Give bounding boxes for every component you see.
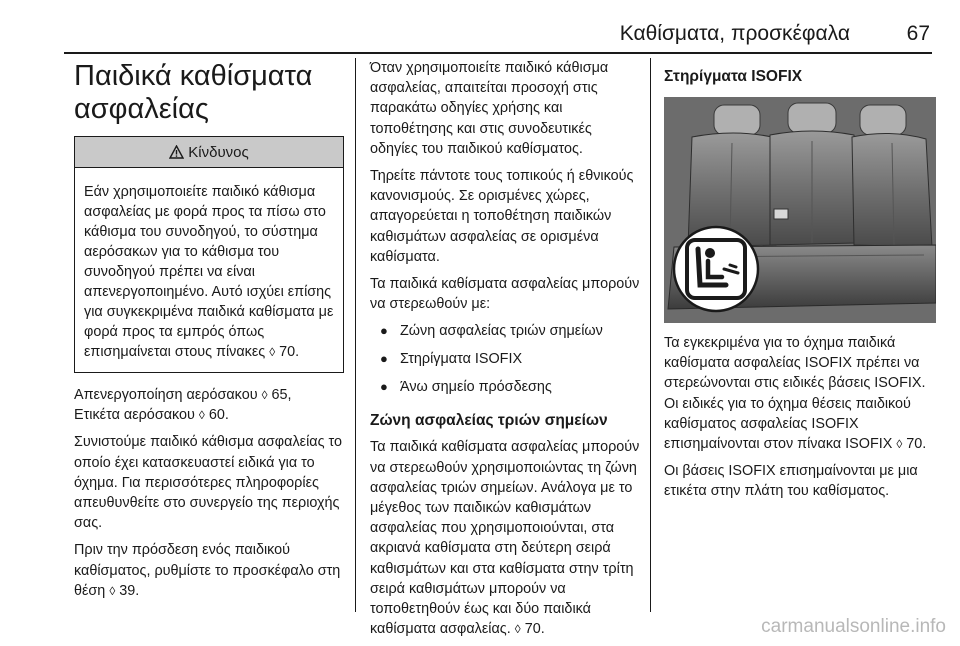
seat-drawing xyxy=(664,97,936,323)
page-ref[interactable]: 70. xyxy=(906,436,927,453)
list-item: ● Άνω σημείο πρόσδεσης xyxy=(370,377,640,397)
page-title: Παιδικά καθίσματα ασφαλείας xyxy=(74,60,313,125)
column-right xyxy=(664,58,936,509)
column-left xyxy=(74,58,344,608)
paragraph: Τα εγκεκριμένα για το όχημα παιδικά καθίσματα ασφαλείας ISOFIX πρέπει να στερεώνονται στις ειδικές βάσεις ISOFIX. Οι ειδικές για το όχημα θέσεις παιδικού καθίσματος ασφαλείας ISOFIX επισημαίνονται στον πίνακα ISOFIX ◊ 70. xyxy=(664,335,927,453)
page-number: 67 xyxy=(906,22,930,45)
page-ref[interactable]: 65, xyxy=(271,387,292,403)
paragraph: Όταν χρησιμοποιείτε παιδικό κάθισμα ασφαλείας, απαιτείται προσοχή στις παρακάτω οδηγίες χρήσης και τοποθέτησης και στις συνοδευτικές οδηγίες του παιδικού καθίσματος. xyxy=(370,60,609,157)
list-item: ● Στηρίγματα ISOFIX xyxy=(370,349,640,369)
list-item: ● Ζώνη ασφαλείας τριών σημείων xyxy=(370,321,640,341)
danger-text: Εάν χρησιμοποιείτε παιδικό κάθισμα ασφαλείας με φορά προς τα πίσω στο κάθισμα του συνοδηγού, το σύστημα αερόσακων για το κάθισμα του συνοδηγού πρέπει να είναι απενεργοποιημένο. Αυτό ισχύει επίσης για συγκεκριμένα παιδικά καθίσματα με φορά προς τα εμπρός όπως επισημαίνεται στους πίνακες ◊ 70. xyxy=(84,184,334,360)
header-rule xyxy=(64,52,932,54)
section-title: Καθίσματα, προσκέφαλα xyxy=(619,22,850,45)
warning-triangle-icon xyxy=(169,145,184,159)
page-ref-icon: ◊ xyxy=(269,345,276,359)
page-ref[interactable]: 70. xyxy=(524,621,545,638)
bullet-icon: ● xyxy=(380,379,388,395)
paragraph: Τα παιδικά καθίσματα ασφαλείας μπορούν να στερεωθούν με: xyxy=(370,276,640,313)
page-ref-icon: ◊ xyxy=(896,437,903,452)
page-ref[interactable]: 60. xyxy=(208,407,229,424)
paragraph: Απενεργοποίηση αερόσακου ◊ 65, Ετικέτα αερόσακου ◊ 60. xyxy=(74,387,292,424)
page-ref[interactable]: 39. xyxy=(119,582,140,599)
paragraph: Τηρείτε πάντοτε τους τοπικούς ή εθνικούς κανονισμούς. Σε ορισμένες χώρες, απαγορεύεται η τοποθέτηση παιδικών καθισμάτων ασφαλείας σε ορισμένα καθίσματα. xyxy=(370,168,634,265)
page-ref-icon: ◊ xyxy=(261,388,268,402)
danger-header xyxy=(75,137,343,168)
page-ref-icon: ◊ xyxy=(109,583,116,598)
bullet-icon: ● xyxy=(380,323,388,339)
danger-label: Κίνδυνος xyxy=(188,143,249,161)
paragraph: Συνιστούμε παιδικό κάθισμα ασφαλείας το οποίο έχει κατασκευαστεί ειδικά για το όχημα. Για περισσότερες πληροφορίες απευθυνθείτε στο συνεργείο της περιοχής σας. xyxy=(74,434,342,532)
column-divider xyxy=(355,58,356,612)
isofix-seat-illustration xyxy=(664,97,936,323)
paragraph: Πριν την πρόσδεση ενός παιδικού καθίσματος, ρυθμίστε το προσκέφαλο στη θέση ◊ 39. xyxy=(74,542,341,599)
paragraph: Τα παιδικά καθίσματα ασφαλείας μπορούν να στερεωθούν χρησιμοποιώντας τη ζώνη ασφαλείας τριών σημείων. Ανάλογα με το μέγεθος των παιδικών καθισμάτων ασφαλείας που χρησιμοποιούνται, στα ακριανά καθίσματα στη δεύτερη σειρά καθισμάτων και στα καθίσματα στην τρίτη σειρά καθισμάτων μπορούν να τοποθετηθούν έως και δύο παιδικά καθίσματα ασφαλείας. ◊ 70. xyxy=(370,439,640,638)
section-heading: Στηρίγματα ISOFIX xyxy=(664,68,803,85)
page-ref[interactable]: 70. xyxy=(279,344,300,360)
column-middle xyxy=(370,58,640,646)
page-ref-icon: ◊ xyxy=(198,408,205,423)
page-header xyxy=(0,0,960,54)
bullet-icon: ● xyxy=(380,351,388,367)
section-heading: Ζώνη ασφαλείας τριών σημείων xyxy=(370,412,608,430)
paragraph: Οι βάσεις ISOFIX επισημαίνονται με μια ετικέτα στην πλάτη του καθίσματος. xyxy=(664,463,918,500)
danger-box xyxy=(74,136,344,373)
bullet-list xyxy=(370,321,640,397)
column-divider xyxy=(650,58,651,612)
page-ref-icon: ◊ xyxy=(514,622,521,637)
watermark: carmanualsonline.info xyxy=(761,616,946,637)
